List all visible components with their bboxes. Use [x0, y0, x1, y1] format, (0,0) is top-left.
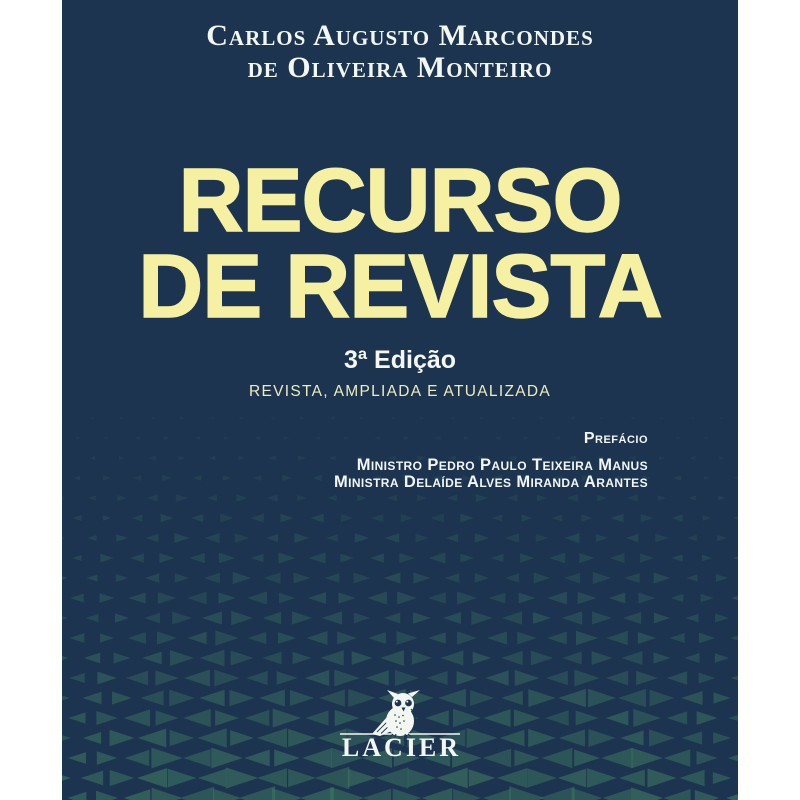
book-cover — [62, 0, 738, 800]
title-line2: DE REVISTA — [138, 237, 662, 337]
publisher-logo-block — [240, 690, 560, 761]
owl-icon — [340, 690, 460, 738]
triangle-mosaic-pattern — [62, 0, 738, 800]
author-name-line2: de Oliveira Monteiro — [247, 51, 553, 84]
preface-heading: Prefácio — [583, 430, 648, 447]
preface-name-1: Ministro Pedro Paulo Teixeira Manus — [356, 456, 648, 474]
book-title — [62, 151, 738, 337]
author-name-line1: Carlos Augusto Marcondes — [206, 19, 594, 52]
title-line1: RECURSO — [178, 151, 622, 251]
preface-name-2: Ministra Delaíde Alves Miranda Arantes — [333, 472, 648, 491]
preface-block — [334, 430, 648, 490]
edition-subtitle: REVISTA, AMPLIADA E ATUALIZADA — [248, 383, 551, 400]
edition-number: 3ª Edição — [343, 346, 457, 374]
author-block — [62, 20, 738, 84]
publisher-name: LACIER — [341, 733, 462, 762]
